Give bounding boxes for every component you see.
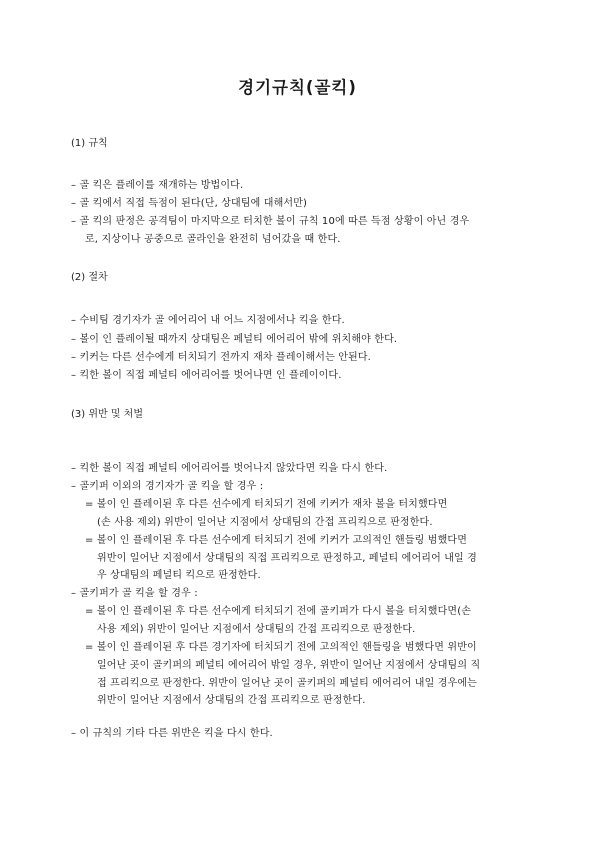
- sub-item-continuation: 접 프리킥으로 판정한다. 위반이 일어난 곳이 골키퍼의 페널티 에어리어 내일 경우에는: [97, 678, 477, 689]
- sub-item-continuation: 위반이 일어난 지점에서 상대팀의 간접 프리킥으로 판정한다.: [97, 695, 366, 706]
- list-item: – 킥한 볼이 직접 페널티 에어리어를 벗어나면 인 플레이이다.: [71, 370, 342, 381]
- sub-item: = 볼이 인 플레이된 후 다른 선수에게 터치되기 전에 키커가 고의적인 핸들링 범했다면: [85, 535, 468, 546]
- list-item: – 이 규칙의 기타 다른 위반은 킥을 다시 한다.: [71, 728, 273, 739]
- list-item: – 골키퍼 이외의 경기자가 골 킥을 할 경우 :: [71, 481, 264, 492]
- section-heading-procedure: (2) 절차: [71, 272, 108, 283]
- section-heading-rules: (1) 규칙: [71, 138, 108, 149]
- sub-item: = 볼이 인 플레이된 후 다른 선수에게 터치되기 전에 골키퍼가 다시 볼을 터치했다면(손: [85, 606, 472, 617]
- list-item: – 킥한 볼이 직접 페널티 에어리어를 벗어나지 않았다면 킥을 다시 한다.: [71, 463, 388, 474]
- sub-item: = 볼이 인 플레이된 후 다른 경기자에 터치되기 전에 고의적인 핸들링을 범했다면 위반이: [85, 642, 477, 653]
- list-item: – 수비팀 경기자가 골 에어리어 내 어느 지점에서나 킥을 한다.: [71, 315, 345, 326]
- sub-item-continuation: 위반이 일어난 지점에서 상대팀의 직접 프리킥으로 판정하고, 페널티 에어리어 내일 경: [97, 553, 477, 564]
- list-item: – 골 킥의 판정은 공격팀이 마지막으로 터치한 볼이 규칙 10에 따른 득점 상황이 아닌 경우: [71, 216, 470, 227]
- document-title: 경기규칙(골킥): [238, 78, 357, 97]
- list-item: – 골 킥에서 직접 득점이 된다(단, 상대팀에 대해서만): [71, 198, 308, 209]
- list-item: – 골키퍼가 골 킥을 할 경우 :: [71, 588, 198, 599]
- list-item-continuation: 로, 지상이나 공중으로 골라인을 완전히 넘어갔을 때 한다.: [85, 234, 341, 245]
- sub-item: = 볼이 인 플레이된 후 다른 선수에게 터치되기 전에 키커가 재차 볼을 터치했다면: [85, 499, 448, 510]
- sub-item-continuation: 사용 제외) 위반이 일어난 지점에서 상대팀의 간접 프리킥으로 판정한다.: [97, 624, 416, 635]
- sub-item-continuation: 우 상대팀의 페널티 킥으로 판정한다.: [97, 570, 261, 581]
- sub-item-continuation: (손 사용 제외) 위반이 일어난 지점에서 상대팀의 간접 프리킥으로 판정한다.: [97, 517, 433, 528]
- list-item: – 키커는 다른 선수에게 터치되기 전까지 재차 플레이해서는 안된다.: [71, 352, 371, 363]
- list-item: – 골 킥은 플레이를 재개하는 방법이다.: [71, 180, 244, 191]
- list-item: – 볼이 인 플레이될 때까지 상대팀은 페널티 에어리어 밖에 위치해야 한다.: [71, 334, 398, 345]
- section-heading-violations: (3) 위반 및 처벌: [71, 409, 144, 420]
- sub-item-continuation: 일어난 곳이 골키퍼의 페널티 에어리어 밖일 경우, 위반이 일어난 지점에서 상대팀의 직: [97, 660, 481, 671]
